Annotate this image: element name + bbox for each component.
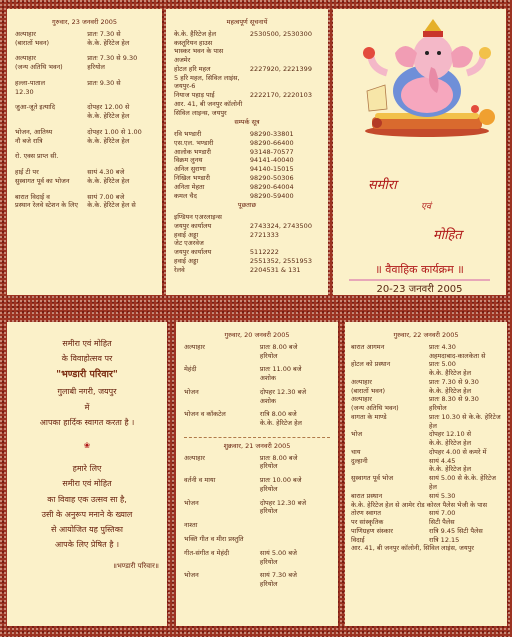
event-time: सायं 7.00 xyxy=(429,509,456,518)
list-item xyxy=(15,88,154,97)
event-time: रात्रि 12.15 xyxy=(429,535,460,544)
family-signature: ॥भण्डारी परिवार॥ xyxy=(112,562,159,571)
cover-panel xyxy=(333,9,506,295)
travel-name: जयपुर कार्यालय xyxy=(174,221,212,230)
event-name: जुआ-जूते इत्यादि xyxy=(15,103,56,112)
people-name: निखिल भण्डारी xyxy=(174,174,210,183)
list-item xyxy=(184,485,330,494)
event-time: सायं 4.30 बजे xyxy=(87,168,125,177)
contacts-number: 2222170, 2220103 xyxy=(249,91,312,100)
list-item xyxy=(15,168,154,177)
event-time: अहमदाबाद-कालकेता से xyxy=(429,351,486,360)
event-sub: सुस्वागत पूर्व का भोजन xyxy=(15,176,70,185)
spacer xyxy=(15,186,154,193)
list-item xyxy=(351,413,501,431)
spacer xyxy=(15,47,154,54)
list-item xyxy=(184,549,330,558)
event-sub: (बारातों भवन) xyxy=(15,38,50,47)
message-line-4: उसी के अनुरूप मनाने के ख्याल xyxy=(41,509,133,519)
event-name xyxy=(351,352,429,361)
event-time: रात्रि 8.00 बजे xyxy=(259,410,297,419)
travel-number: 2721333 xyxy=(249,230,279,239)
list-item xyxy=(15,201,154,210)
event-place: हरियोल xyxy=(259,351,278,360)
welcome-line-1: समीरा एवं मोहित xyxy=(62,339,112,348)
event-time: प्रातः 11.00 बजे xyxy=(259,365,302,374)
event-time: प्रातः 10.30 से के.के. हेरिटेज हेल xyxy=(429,412,501,430)
event-time: प्रातः 8.00 बजे xyxy=(259,342,298,351)
welcome-line-2: के विवाहोत्सव पर xyxy=(61,354,113,364)
flower-icon: ❀ xyxy=(83,440,91,450)
event-time: प्रातः 9.30 से xyxy=(87,78,121,87)
and-text: एवं xyxy=(421,202,431,212)
event-place xyxy=(87,152,154,161)
list-item xyxy=(174,100,320,109)
event-name: भोजन xyxy=(184,387,199,396)
event-time: प्रातः 5.00 xyxy=(429,360,456,369)
list-item xyxy=(184,571,330,580)
event-name: भोजन, आतिथ्य xyxy=(15,127,53,136)
travel-number: 5112222 xyxy=(249,248,279,257)
event-sub xyxy=(184,558,260,567)
event-time: दोपहर 12.00 से xyxy=(87,103,130,112)
event-time: प्रातः 8.30 से 9.30 xyxy=(429,395,479,404)
travel-name: जयपुर कार्यालय xyxy=(174,248,212,257)
list-item xyxy=(15,54,154,63)
event-time: दोपहर 4.00 से कमरे में xyxy=(429,447,487,456)
contacts-name: कस्तूरियन हाउस xyxy=(174,38,213,47)
list-item xyxy=(15,128,154,137)
event-name: (बारातों भवन) xyxy=(351,386,386,395)
list-item xyxy=(15,193,154,202)
people-number: 98290-59400 xyxy=(249,191,294,200)
people-name: अनिता मेहता xyxy=(174,182,205,191)
spacer xyxy=(15,210,154,217)
event-time xyxy=(260,521,330,530)
program-title: ॥ वैवाहिक कार्यक्रम ॥ xyxy=(375,263,464,276)
event-place: हरियोल xyxy=(87,63,105,72)
list-item xyxy=(174,213,320,222)
event-name xyxy=(351,369,429,378)
list-item xyxy=(174,231,320,240)
travel-title: पूछताछ xyxy=(237,201,257,210)
list-item xyxy=(174,65,320,74)
list-item xyxy=(174,183,320,192)
welcome-line-6: आपका हार्दिक स्वागत करता है । xyxy=(39,417,135,427)
list-item xyxy=(174,56,320,65)
welcome-panel xyxy=(7,322,167,626)
contacts-name: आर. 41, बी जनपुर कॉलोनी xyxy=(174,99,243,108)
event-name: भोजन व कॉकटेल xyxy=(184,410,226,419)
list-item xyxy=(184,507,330,516)
list-item xyxy=(184,419,330,428)
list-item xyxy=(184,410,330,419)
section-divider xyxy=(184,437,330,438)
list-item xyxy=(174,91,320,100)
list-item xyxy=(174,47,320,56)
list-item xyxy=(15,152,154,161)
people-number: 94140-15015 xyxy=(249,165,294,174)
spacer xyxy=(184,589,330,594)
list-item xyxy=(351,492,501,501)
list-item xyxy=(15,63,154,72)
list-item xyxy=(184,388,330,397)
event-name: तोरण स्वागत xyxy=(351,509,382,518)
list-item xyxy=(351,430,501,439)
event-time: प्रातः 8.00 बजे xyxy=(259,453,298,462)
event-name: अल्पाहार xyxy=(15,54,36,63)
event-time: सायं 4.45 xyxy=(429,456,456,465)
list-item xyxy=(15,79,154,88)
message-line-6: आपके लिए प्रेषित है । xyxy=(54,540,120,550)
contacts-name: सिविल लाइन्स, जयपुर xyxy=(174,108,227,117)
event-sub xyxy=(184,485,260,494)
list-item xyxy=(351,509,501,518)
list-item xyxy=(351,395,501,404)
event-place: अशोक xyxy=(259,374,276,383)
list-item xyxy=(351,457,501,466)
event-name: होटल को प्रस्थान xyxy=(351,360,391,369)
event-name: दुल्हानी xyxy=(351,456,368,465)
travel-number: 2743324, 2743500 xyxy=(249,221,312,230)
event-place: के.के. हेरिटेज हेल से xyxy=(87,201,136,210)
list-item xyxy=(174,109,320,118)
people-name: अनिल सुराणा xyxy=(174,165,206,174)
event-name: गीत-संगीत व मेहंदी xyxy=(184,548,230,557)
list-item xyxy=(174,239,320,248)
event-time xyxy=(260,535,330,544)
event-sub xyxy=(15,112,87,121)
event-sub: 12.30 xyxy=(15,87,34,96)
event-name: वर्तनी व माया xyxy=(184,476,216,485)
event-name: हल्ला-पाताल xyxy=(15,78,45,87)
event-name: भोजन xyxy=(184,498,199,507)
contacts-name: होटल हरि महल xyxy=(174,64,211,73)
day4-title: गुरुवार, 22 जनवरी 2005 xyxy=(393,331,459,339)
event-name: विदाई xyxy=(351,535,365,544)
event-time: दोपहर 12.10 से xyxy=(429,430,472,439)
event-time: सिटी पैलेस xyxy=(429,518,455,527)
list-item xyxy=(351,378,501,387)
event-sub: (जन्य अतिथि भवन) xyxy=(15,63,63,72)
event-name: बारात प्रस्थान xyxy=(351,491,383,500)
info-title: महत्वपूर्ण सूचनायें xyxy=(226,18,268,26)
event-name: बारात विदाई व xyxy=(15,192,50,201)
event-place: के.के. हेरिटेज हेल xyxy=(87,38,130,47)
people-number: 98290-33801 xyxy=(249,130,294,139)
event-sub xyxy=(184,462,260,471)
event-time: सायं 7.30 बजे xyxy=(259,571,297,580)
list-item xyxy=(351,448,501,457)
list-item xyxy=(351,465,501,474)
event-sub xyxy=(184,507,260,516)
list-item xyxy=(351,404,501,413)
contact-title: सम्पर्क सूत्र xyxy=(234,118,260,127)
message-line-2: समीरा एवं मोहित xyxy=(62,479,112,489)
travel-name: हवाई अड्डा xyxy=(174,256,199,265)
event-sub: प्रस्थान रेलवे स्टेशन के लिए xyxy=(15,201,78,210)
event-time: सायं 5.00 से के.के. हेरिटेज हेल xyxy=(429,474,496,492)
list-item xyxy=(15,112,154,121)
people-number: 94141-40040 xyxy=(249,156,294,165)
event-name: चाय xyxy=(351,447,361,456)
people-number: 98290-50306 xyxy=(249,174,294,183)
list-item xyxy=(351,518,501,527)
event-time: रात्रि 9.45 सिटी पैलेस xyxy=(429,526,483,535)
spacer xyxy=(15,96,154,103)
list-item xyxy=(351,536,501,545)
list-item xyxy=(174,130,320,139)
event-sub xyxy=(184,352,260,361)
contacts-name: अजमेर xyxy=(174,56,191,65)
ganesha-image xyxy=(347,13,497,141)
people-name: एस.एल. भण्डारी xyxy=(174,138,214,147)
event-place: के.के. हेरिटेज हेल xyxy=(87,112,130,121)
event-note: आर. 41, बी जनपुर कॉलोनी, सिविल लाइंस, जयपुर xyxy=(351,544,474,553)
event-name: पर सांस्कृतिक xyxy=(351,518,384,527)
list-item xyxy=(15,103,154,112)
event-name: अल्पाहार xyxy=(15,29,36,38)
event-name: भोजन xyxy=(184,571,199,580)
event-name: अल्पाहार xyxy=(351,377,372,386)
schedule-panel-day4-end xyxy=(7,9,162,295)
event-time: हरियोल xyxy=(429,404,447,413)
list-item xyxy=(174,74,320,92)
spacer xyxy=(15,161,154,168)
event-time: दोपहर 1.00 से 1.00 xyxy=(87,127,142,136)
event-place: हरियोल xyxy=(259,484,278,493)
list-item xyxy=(351,343,501,352)
contacts-name: भास्कर भवन के पास xyxy=(174,47,224,56)
event-name: भक्ति गीत व मीरा प्रस्तुति xyxy=(184,535,244,544)
list-item xyxy=(184,558,330,567)
family-name: "भण्डारी परिवार" xyxy=(56,369,118,381)
event-place: हरियोल xyxy=(259,462,278,471)
event-sub xyxy=(184,419,260,428)
list-item xyxy=(184,521,330,530)
title-divider xyxy=(349,279,490,281)
schedule-panel-day4 xyxy=(345,322,507,626)
spacer xyxy=(15,121,154,128)
event-time: प्रातः 7.30 से 9.30 xyxy=(87,54,138,63)
list-item xyxy=(351,387,501,396)
list-item xyxy=(15,30,154,39)
contacts-number xyxy=(250,56,320,65)
list-item xyxy=(184,374,330,383)
event-note: के.के. हेरिटेज हेल से आमेर रोड कोरल पैलेस भेजी के पास xyxy=(351,500,488,509)
bride-name: समीरा xyxy=(368,178,397,193)
event-name: नाश्ता xyxy=(184,521,198,530)
people-name: कमल चैद xyxy=(174,191,197,200)
contacts-number: 2530500, 2530300 xyxy=(249,29,312,38)
schedule-panel-day2-3 xyxy=(176,322,338,626)
day-title: गुरुवार, 23 जनवरी 2005 xyxy=(52,18,117,26)
event-name xyxy=(351,439,429,448)
travel-number xyxy=(250,213,320,222)
event-sub xyxy=(184,397,260,406)
event-sub: नौ बजे रात्रि xyxy=(15,136,43,145)
list-item xyxy=(174,148,320,157)
people-name: रवि भण्डारी xyxy=(174,130,202,139)
welcome-line-5: में xyxy=(84,402,90,412)
travel-number: 2551352, 2551953 xyxy=(249,256,312,265)
info-panel xyxy=(166,9,328,295)
event-sub: रो. एक्स प्राप्त सी. xyxy=(15,152,59,161)
list-item xyxy=(174,139,320,148)
list-item xyxy=(184,454,330,463)
event-sub xyxy=(184,580,260,589)
event-name: सुस्वागत पूर्व भोज xyxy=(351,474,394,483)
welcome-line-4: गुलाबी नगरी, जयपुर xyxy=(57,387,117,397)
event-name xyxy=(351,465,429,474)
event-time: के.के. हैरिटेज हेल xyxy=(429,369,471,378)
contacts-number xyxy=(250,74,320,92)
list-item xyxy=(184,476,330,485)
program-dates: 20-23 जनवरी 2005 xyxy=(376,284,463,295)
event-name: मेहंदी xyxy=(184,365,197,374)
event-name: अल्पाहार xyxy=(351,395,372,404)
event-time: प्रातः 4.30 xyxy=(429,342,456,351)
event-place: हरियोल xyxy=(259,557,278,566)
contacts-number xyxy=(250,39,320,48)
event-name: बारात आगमन xyxy=(351,342,385,351)
event-name: पाणिग्रहण संस्कार xyxy=(351,526,393,535)
event-time: सायं 5.00 बजे xyxy=(259,548,297,557)
list-item xyxy=(184,535,330,544)
message-line-5: से आयोजित यह पुस्तिका xyxy=(51,524,123,534)
list-item xyxy=(351,360,501,369)
contacts-name: 5 हरि महल, सिविल लाइंस, जयपुर-6 xyxy=(174,73,240,91)
list-item xyxy=(184,397,330,406)
people-name: आलोक भण्डारी xyxy=(174,147,211,156)
travel-name: जेट एअरवेज xyxy=(174,239,204,248)
event-place: हरियोल xyxy=(259,507,278,516)
list-item xyxy=(15,39,154,48)
travel-number xyxy=(250,239,320,248)
event-time: के.के. हेरिटेज हेल xyxy=(429,386,471,395)
event-place: अशोक xyxy=(259,396,276,405)
event-time: दोपहर 12.30 बजे xyxy=(259,498,307,507)
list-item xyxy=(174,174,320,183)
event-place xyxy=(87,88,154,97)
message-line-1: हमारे लिए xyxy=(72,464,102,474)
event-name: अल्पाहार xyxy=(184,342,205,351)
list-item xyxy=(174,30,320,39)
contacts-number xyxy=(250,47,320,56)
message-line-3: का विवाह एक उत्सव सा है, xyxy=(47,494,127,504)
travel-number: 2204531 & 131 xyxy=(249,265,301,274)
spacer xyxy=(15,72,154,79)
list-item xyxy=(351,474,501,492)
list-item xyxy=(184,499,330,508)
event-sub xyxy=(184,374,260,383)
list-item xyxy=(15,137,154,146)
contacts-number: 2227920, 2221399 xyxy=(249,64,312,73)
event-time: सायं 7.00 बजे xyxy=(87,192,125,201)
event-time: सायं 5.30 xyxy=(429,491,456,500)
day2-title: गुरुवार, 20 जनवरी 2005 xyxy=(224,331,290,339)
day3-title: शुक्रवार, 21 जनवरी 2005 xyxy=(223,441,291,450)
list-item xyxy=(174,248,320,257)
people-name: विक्रम लुनथ xyxy=(174,156,203,165)
event-name: भोज xyxy=(351,430,363,439)
event-name: अल्पाहार xyxy=(184,453,205,462)
event-time: के.के. हेरिटेज हेल xyxy=(429,439,471,448)
list-item xyxy=(184,462,330,471)
list-item xyxy=(174,266,320,275)
contacts-name: के.के. हैरिटेज हेल xyxy=(174,29,216,38)
people-number: 93148-70577 xyxy=(249,147,294,156)
list-item xyxy=(351,369,501,378)
travel-name: इण्डियन एअरलाइन्स xyxy=(174,213,222,222)
spacer xyxy=(184,428,330,433)
list-item xyxy=(351,439,501,448)
groom-name: मोहित xyxy=(433,228,462,243)
contacts-name: नियाज पहाड़ पाई xyxy=(174,91,215,100)
list-item xyxy=(174,222,320,231)
list-item xyxy=(174,257,320,266)
event-time: दोपहर 12.30 बजे xyxy=(259,387,307,396)
list-item xyxy=(15,177,154,186)
event-time: प्रातः 7.30 से 9.30 xyxy=(429,377,479,386)
people-number: 98290-66400 xyxy=(249,138,294,147)
event-time: के.के. हेरिटेज हेल xyxy=(429,465,471,474)
list-item xyxy=(174,165,320,174)
event-name: वागता के माण्डे xyxy=(351,412,387,421)
list-item xyxy=(184,580,330,589)
travel-name: हवाई अड्डा xyxy=(174,230,199,239)
spacer xyxy=(15,145,154,152)
event-place: के.के. हेरिटेज हेल xyxy=(87,176,130,185)
list-item xyxy=(351,352,501,361)
list-item xyxy=(184,343,330,352)
event-time: प्रातः 10.00 बजे xyxy=(259,476,302,485)
event-place: के.के. हेरिटेज हेल xyxy=(87,136,130,145)
event-time: प्रातः 7.30 से xyxy=(87,29,121,38)
list-item xyxy=(174,156,320,165)
list-item xyxy=(351,527,501,536)
contacts-number xyxy=(250,100,320,109)
event-place: हरियोल xyxy=(259,580,278,589)
event-name: हाई टी पर xyxy=(15,168,39,177)
people-number: 98290-64004 xyxy=(249,182,294,191)
list-item xyxy=(184,352,330,361)
list-item xyxy=(174,39,320,48)
list-item xyxy=(174,192,320,201)
contacts-number xyxy=(250,109,320,118)
list-item xyxy=(184,365,330,374)
event-name: (जन्य अतिथि भवन) xyxy=(351,404,399,413)
travel-name: रेलवे xyxy=(174,265,185,274)
event-place: के.के. हेरिटेज हेल xyxy=(259,419,302,428)
